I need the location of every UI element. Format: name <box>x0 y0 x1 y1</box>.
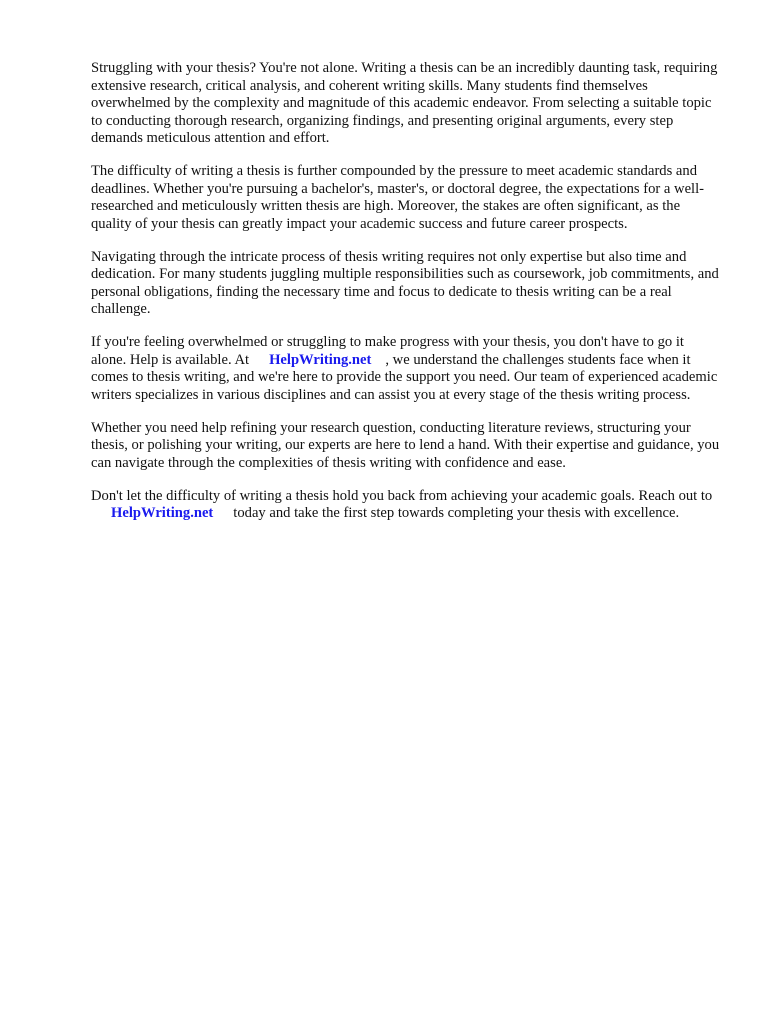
paragraph-difficulty: The difficulty of writing a thesis is further compounded by the pressure to meet academic standards and deadlines. Whether you're pursuing a bachelor's, master's, or doctoral degree, the expectations for a well-researched and meticulously written thesis are high. Moreover, the stakes are often significant, as the quality of your thesis can greatly impact your academic success and future career prospects. <box>91 163 705 232</box>
helpwriting-link[interactable]: HelpWriting.net <box>269 351 372 368</box>
paragraph-closing-text-before: Don't let the difficulty of writing a thesis hold you back from achieving your academic goals. Reach out to <box>91 487 713 504</box>
helpwriting-link-2[interactable]: HelpWriting.net <box>111 505 214 521</box>
paragraph-navigating: Navigating through the intricate process of thesis writing requires not only expertise but also time and dedication. For many students juggling multiple responsibilities such as coursework, job commitments, and personal obligations, finding the necessary time and focus to dedicate to thesis writing can be a real challenge. <box>91 248 719 317</box>
paragraph-help-text-after: , we understand the challenges students face when it comes to thesis writing, and we're here to provide the support you need. Our team of experienced academic writers specializes in various disciplines and can assist you at every stage of the thesis writing process. <box>91 351 718 403</box>
paragraph-experts: Whether you need help refining your research question, conducting literature reviews, structuring your thesis, or polishing your writing, our experts are here to lend a hand. With their expertise and guidance, you can navigate through the complexities of thesis writing with confidence and ease. <box>91 419 720 471</box>
paragraph-closing <box>91 488 721 523</box>
document-body <box>91 60 721 538</box>
paragraph-help-text-before: If you're feeling overwhelmed or struggling to make progress with your thesis, you don't have to go it alone. Help is available. At <box>91 334 684 368</box>
paragraph-closing-text-after: today and take the first step towards completing your thesis with excellence. <box>233 505 680 521</box>
paragraph-help-available <box>91 334 721 404</box>
paragraph-intro: Struggling with your thesis? You're not alone. Writing a thesis can be an incredibly daunting task, requiring extensive research, critical analysis, and coherent writing skills. Many students find themselves overwhelmed by the complexity and magnitude of this academic endeavor. From selecting a suitable topic to conducting thorough research, organizing findings, and presenting original arguments, every step demands meticulous attention and effort. <box>91 60 718 146</box>
